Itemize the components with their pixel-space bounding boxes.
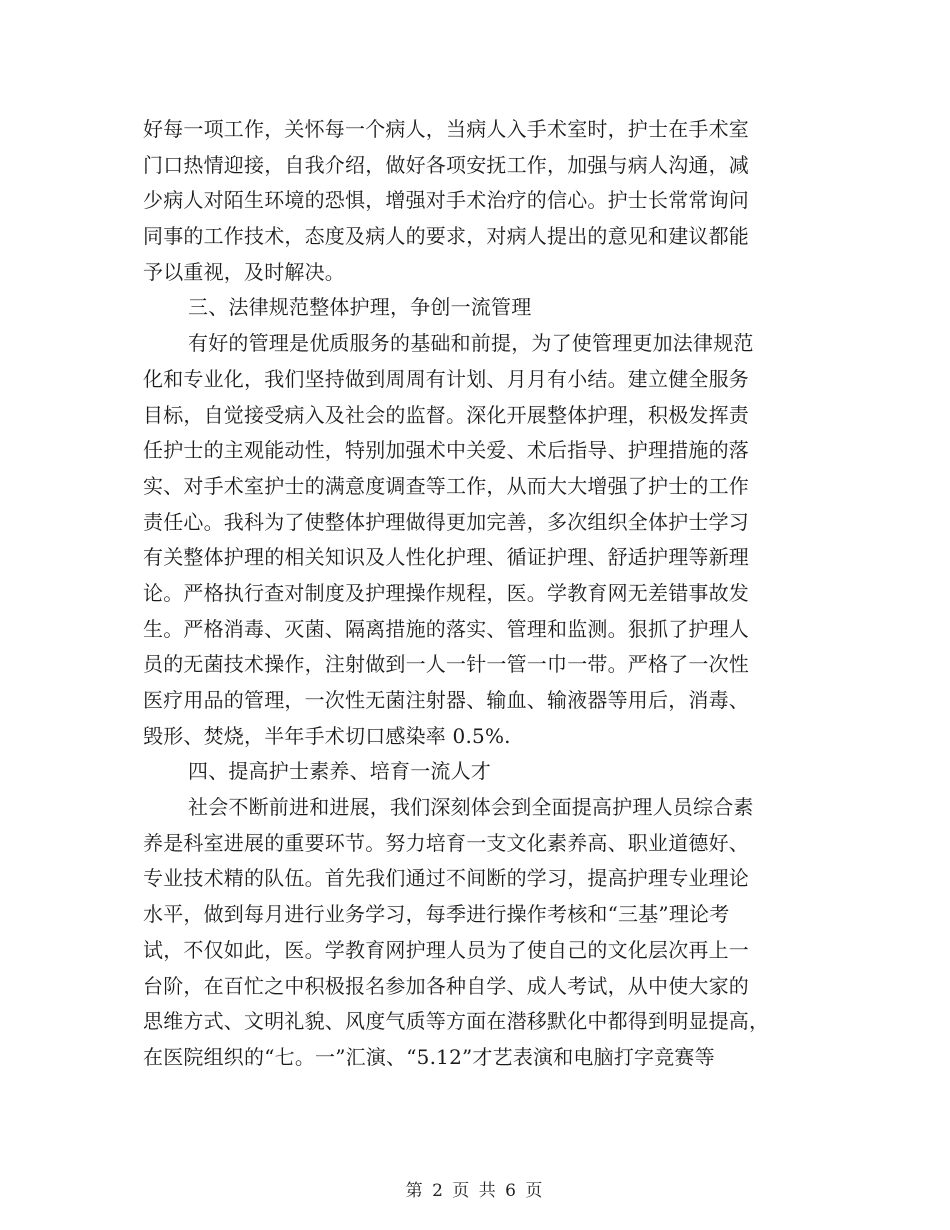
text-line: 员的无菌技术操作，注射做到一人一针一管一巾一带。严格了一次性: [143, 652, 749, 677]
text-line: 化和专业化，我们坚持做到周周有计划、月月有小结。建立健全服务: [143, 366, 749, 391]
page-number-footer: 第 2 页 共 6 页: [405, 1181, 545, 1201]
text-line: 思维方式、文明礼貌、风度气质等方面在潜移默化中都得到明显提高，: [143, 1009, 770, 1034]
section-heading: 三、法律规范整体护理，争创一流管理: [188, 295, 532, 320]
text-line: 门口热情迎接，自我介绍，做好各项安抚工作，加强与病人沟通，减: [143, 152, 749, 177]
text-line: 在医院组织的“七。一”汇演、“5.12”才艺表演和电脑打字竞赛等: [143, 1044, 715, 1069]
document-body: [143, 112, 803, 1076]
text-line: 任护士的主观能动性，特别加强术中关爱、术后指导、护理措施的落: [143, 438, 749, 463]
text-line: 毁形、焚烧，半年手术切口感染率 0.5%.: [143, 723, 511, 748]
text-line: 同事的工作技术，态度及病人的要求，对病人提出的意见和建议都能: [143, 224, 749, 249]
text-line: 水平，做到每月进行业务学习，每季进行操作考核和“三基”理论考: [143, 902, 730, 927]
text-line: 责任心。我科为了使整体护理做得更加完善，多次组织全体护士学习: [143, 509, 749, 534]
text-line: 台阶，在百忙之中积极报名参加各种自学、成人考试，从中使大家的: [143, 973, 749, 998]
text-line: 养是科室进展的重要环节。努力培育一支文化素养高、职业道德好、: [143, 830, 749, 855]
text-line: 目标，自觉接受病入及社会的监督。深化开展整体护理，积极发挥责: [143, 402, 749, 427]
section-heading: 四、提高护士素养、培育一流人才: [188, 759, 491, 784]
text-line: 实、对手术室护士的满意度调查等工作，从而大大增强了护士的工作: [143, 473, 749, 498]
text-line: 试，不仅如此，医。学教育网护理人员为了使自己的文化层次再上一: [143, 937, 749, 962]
text-line: 论。严格执行查对制度及护理操作规程，医。学教育网无差错事故发: [143, 580, 749, 605]
text-line: 有好的管理是优质服务的基础和前提，为了使管理更加法律规范: [188, 331, 754, 356]
text-line: 有关整体护理的相关知识及人性化护理、循证护理、舒适护理等新理: [143, 545, 749, 570]
text-line: 社会不断前进和进展，我们深刻体会到全面提高护理人员综合素: [188, 795, 754, 820]
text-line: 少病人对陌生环境的恐惧，增强对手术治疗的信心。护士长常常询问: [143, 188, 749, 213]
text-line: 生。严格消毒、灭菌、隔离措施的落实、管理和监测。狠抓了护理人: [143, 616, 749, 641]
text-line: 好每一项工作，关怀每一个病人，当病人入手术室时，护士在手术室: [143, 117, 749, 141]
text-line: 予以重视，及时解决。: [143, 259, 345, 284]
text-line: 医疗用品的管理，一次性无菌注射器、输血、输液器等用后，消毒、: [143, 688, 749, 712]
text-line: 专业技术精的队伍。首先我们通过不间断的学习，提高护理专业理论: [143, 866, 749, 891]
